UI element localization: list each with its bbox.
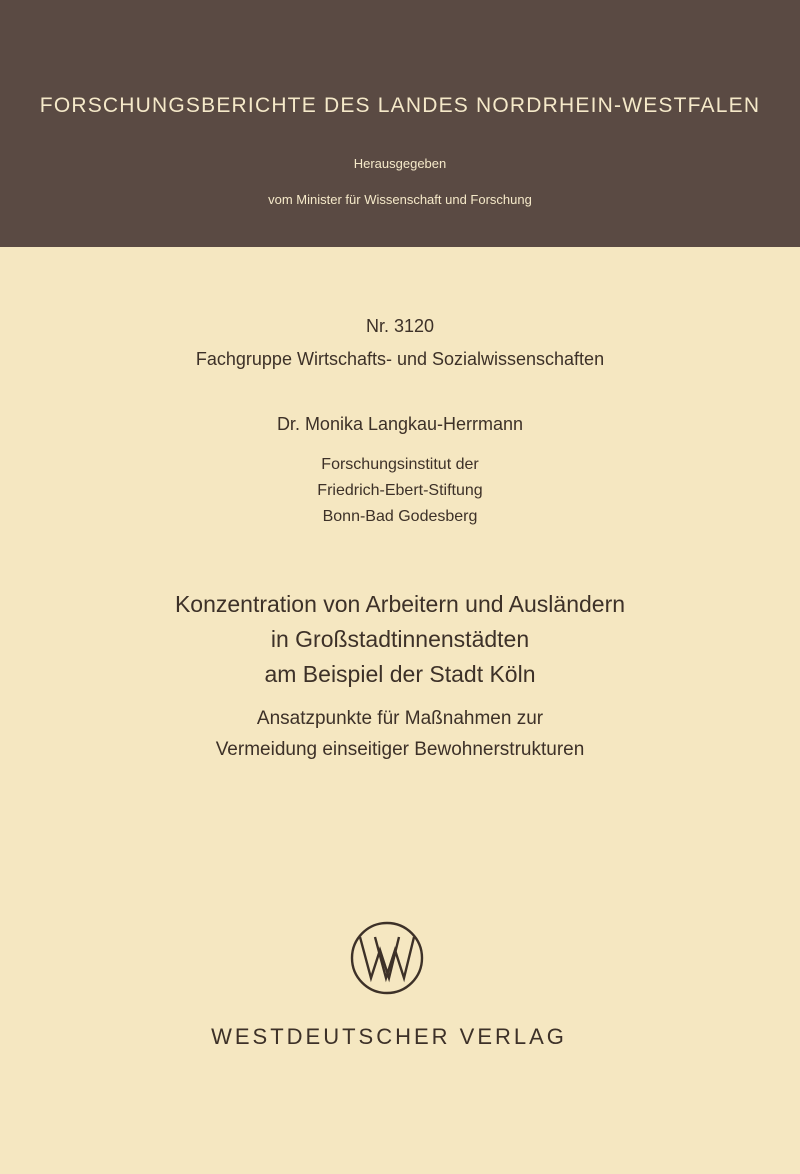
editor-name: vom Minister für Wissenschaft und Forschung: [268, 192, 532, 207]
subject-group: Fachgruppe Wirtschafts- und Sozialwissenschaften: [195, 349, 605, 369]
subtitle-line: Ansatzpunkte für Maßnahmen zur: [256, 708, 544, 729]
ww-circle-logo: [349, 920, 425, 996]
affiliation-line: Friedrich-Ebert-Stiftung: [317, 482, 483, 499]
subtitle-line: Vermeidung einseitiger Bewohnerstrukturen: [215, 739, 585, 760]
book-title-line: Konzentration von Arbeitern und Ausländern: [174, 591, 626, 617]
book-title-line: in Großstadtinnenstädten: [270, 626, 530, 652]
series-title: FORSCHUNGSBERICHTE DES LANDES NORDRHEIN-WESTFALEN: [39, 94, 761, 117]
publisher-name: WESTDEUTSCHER VERLAG: [211, 1024, 567, 1049]
affiliation-line: Bonn-Bad Godesberg: [322, 508, 478, 525]
issue-number: Nr. 3120: [365, 316, 435, 336]
header-band: [0, 0, 800, 247]
author-name: Dr. Monika Langkau-Herrmann: [276, 414, 524, 434]
book-title-line: am Beispiel der Stadt Köln: [264, 661, 536, 687]
editor-label: Herausgegeben: [353, 156, 447, 171]
affiliation-line: Forschungsinstitut der: [321, 456, 479, 473]
